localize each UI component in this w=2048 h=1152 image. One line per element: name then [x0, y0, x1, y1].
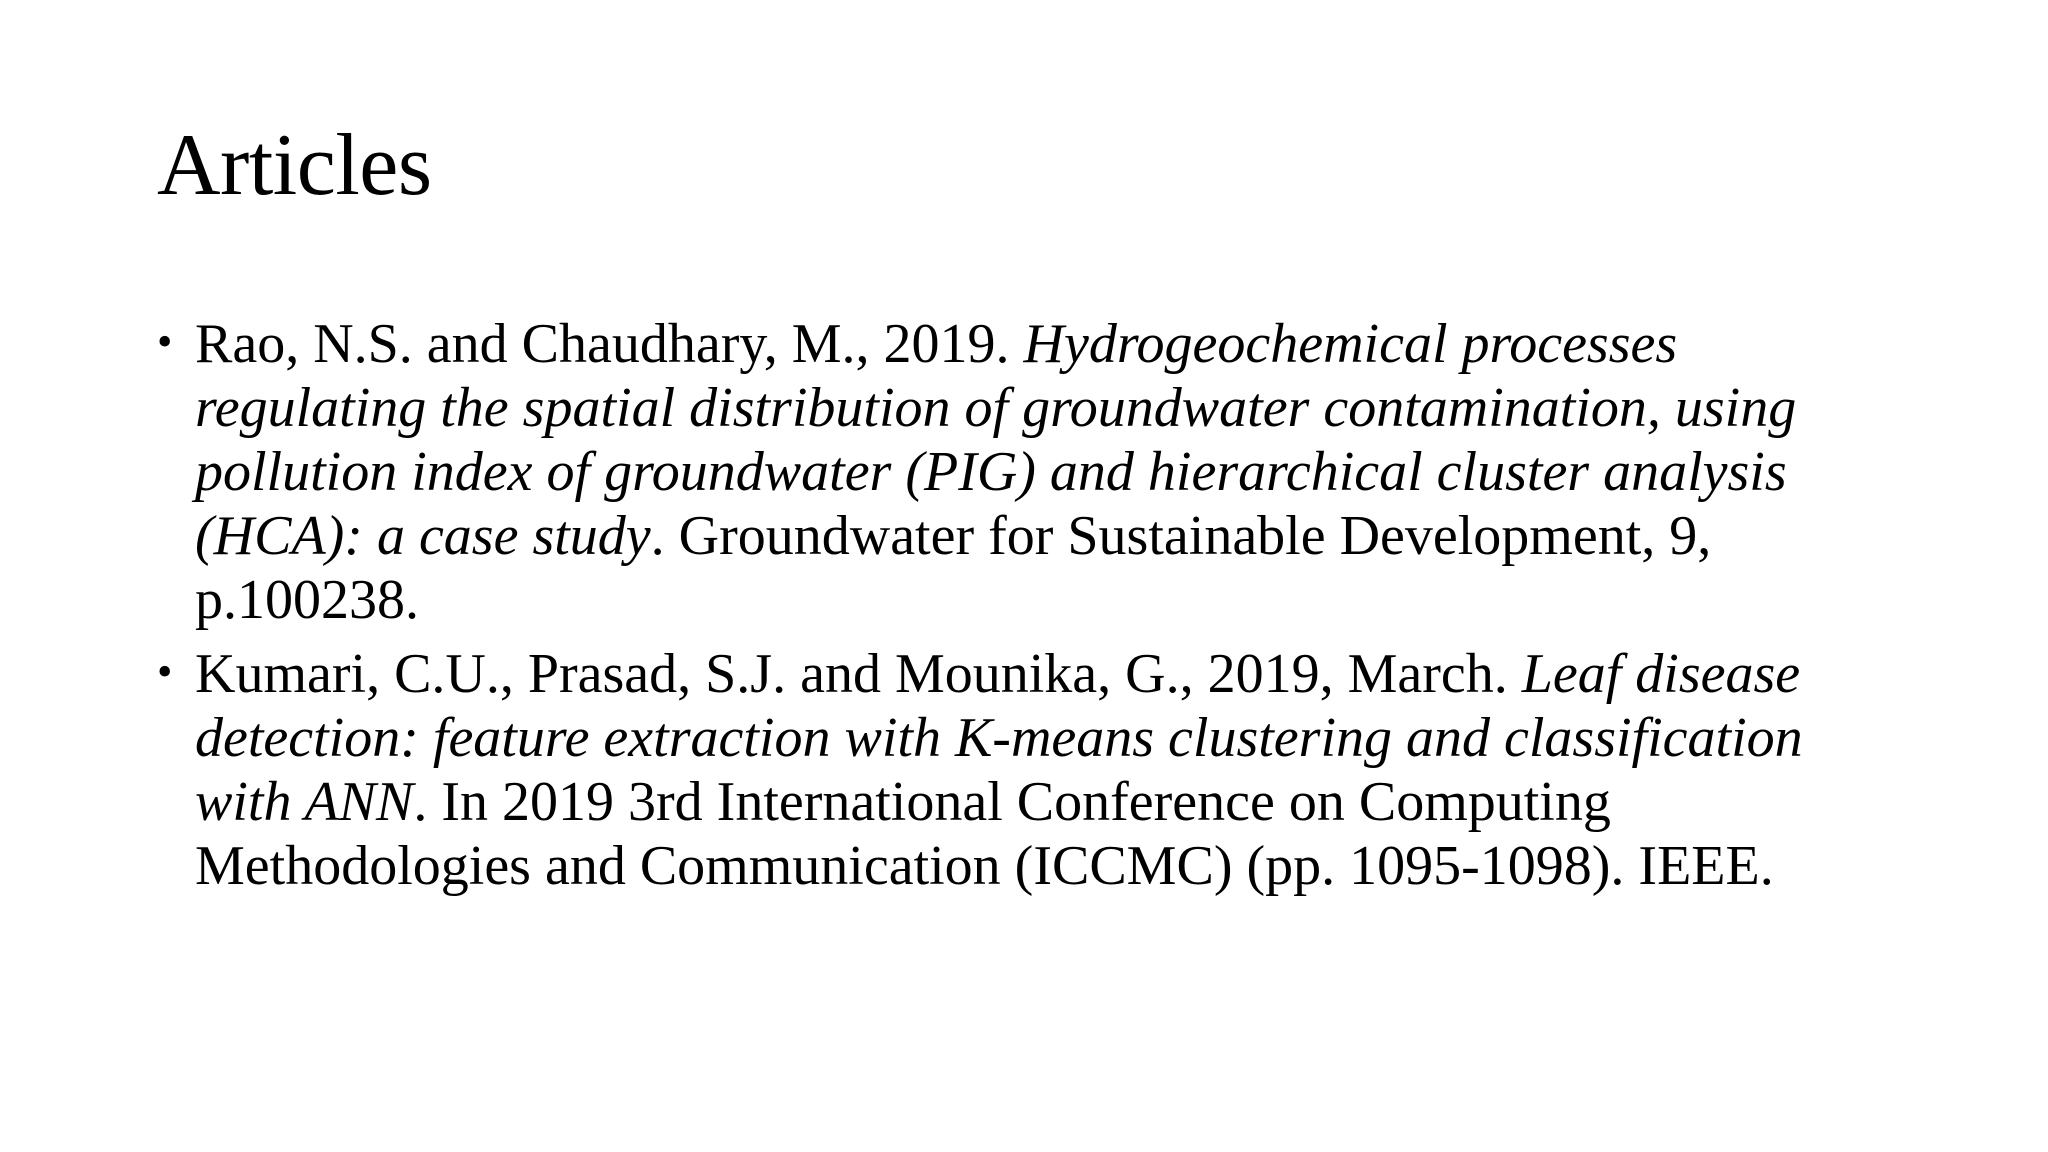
reference-item — [157, 312, 1897, 632]
reference-list — [157, 312, 1897, 908]
reference-text — [195, 313, 1796, 631]
bullet-icon: • — [157, 647, 173, 696]
reference-title: Hydrogeochemical processes regulating the spatial distribution of groundwater contamination, using pollution index of groundwater (PIG) and hierarchical cluster analysis (HCA): a case study — [195, 313, 1797, 567]
slide-title: Articles — [157, 117, 432, 214]
reference-authors-year: Rao, N.S. and Chaudhary, M., 2019. — [195, 313, 1024, 375]
reference-text — [195, 643, 1803, 897]
reference-authors-year: Kumari, C.U., Prasad, S.J. and Mounika, G., 2019, March. — [195, 643, 1522, 705]
reference-source: . In 2019 3rd International Conference on Computing Methodologies and Communication (ICCMC) (pp. 1095-1098). IEEE. — [195, 771, 1774, 897]
bullet-icon: • — [157, 317, 173, 366]
reference-source: . Groundwater for Sustainable Development, 9, p.100238. — [195, 505, 1712, 631]
reference-item — [157, 642, 1897, 898]
reference-title: Leaf disease detection: feature extraction with K-means clustering and classification with ANN — [195, 643, 1803, 833]
